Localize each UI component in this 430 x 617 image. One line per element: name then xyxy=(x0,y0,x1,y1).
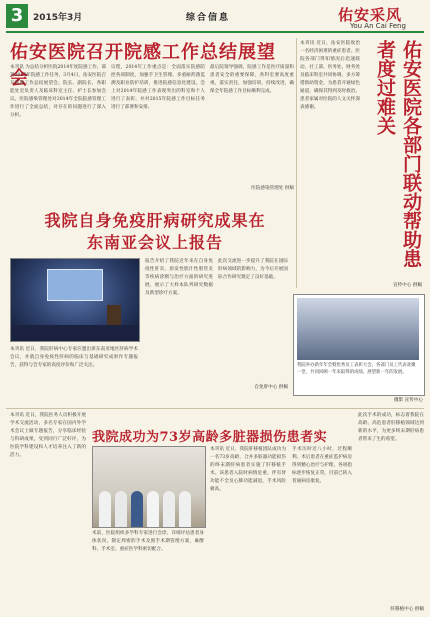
issue-date: 2015年3月 xyxy=(33,13,83,23)
article3-column-1: 术前，医院组织多学科专家进行会诊，详细评估患者身体状况，制定周密的手术及围手术期管理方案，麻醉科、手术室、重症医学科密切配合。 xyxy=(92,531,204,552)
event-photo-credit: 摄影 宣传中心 xyxy=(393,398,423,403)
article1-column-1: 本刊讯 为总结分析医院2014年度院感工作，部署2015年院感工作任务，3月4日，佑安医院召开院感工作总结展望会。院长、副院长、各职能处室负责人及临床科室主任、护士长参加会议。医院感染管理处对2014年全院院感管理工作进行了全面总结，对存在的问题进行了深入分析。 xyxy=(10,65,106,118)
event-photo-box xyxy=(293,294,425,396)
team-member xyxy=(163,491,175,527)
right-article-text: 本刊讯 近日，佑安医院收治一名经济困难的重症患者。医院各部门得知情况后迅速联动，社工部、医务处、财务处及临床科室共同协调，多方筹措救助资金，为患者开通绿色通道，确保其得到及时救治。患者家属对医院的人文关怀深表感谢。 xyxy=(300,41,360,110)
conference-stage xyxy=(11,325,139,341)
right-article-headline: 佑安医院各部门联动帮助患者度过难关 xyxy=(374,40,422,268)
article3-headline: 我院成功为73岁高龄多脏器损伤患者实 xyxy=(92,430,328,445)
team-member xyxy=(131,491,143,527)
section-divider xyxy=(6,408,424,409)
page-number: 3 xyxy=(6,4,28,28)
team-member xyxy=(179,491,191,527)
conference-photo xyxy=(10,258,140,342)
team-member xyxy=(99,491,111,527)
article2-headline: 我院自身免疫肝病研究成果在东南亚会议上报告 xyxy=(44,211,266,252)
team-member xyxy=(115,491,127,527)
article1-column-3: 最后院领导强调，院感工作是医疗质量和患者安全的重要保障，各科室要高度重视，落实责任，加强培训，持续改进，确保全年院感工作目标顺利完成。 xyxy=(210,65,294,94)
article1-headline: 佑安医院召开院感工作总结展望会 xyxy=(10,42,276,89)
article1-byline: 医院感染管理处 供稿 xyxy=(251,186,294,191)
surgery-team-photo xyxy=(92,446,206,528)
right-article-byline: 宣传中心 供稿 xyxy=(392,283,422,288)
conference-podium xyxy=(107,305,121,327)
article2-column-3: 此次交流进一步提升了我院在国际肝病领域的影响力，为今后开展国际合作研究奠定了良好基础。 xyxy=(218,259,288,280)
newspaper-logo: 佑安采风 xyxy=(338,6,403,24)
event-photo xyxy=(297,298,419,360)
article2-column-1: 本刊讯 近日，我院肝病中心专家应邀出席东南亚地区肝病学术会议，并就自身免疫性肝病的临床与基础研究成果作专题报告，获得与会专家的高度评价和广泛关注。 xyxy=(10,347,138,368)
article3-byline: 肝移植中心 供稿 xyxy=(390,607,424,612)
team-member xyxy=(147,491,159,527)
article2-byline: 自免肝中心 供稿 xyxy=(254,385,288,390)
newspaper-logo-english: You An Cai Feng xyxy=(350,22,406,30)
article3-column-2: 本刊讯 近日，我院肝移植团队成功为一名73岁高龄、合并多脏器功能损伤的终末期肝病患者实施了肝移植手术。该患者入院时病情危重，伴有肾功能不全及心肺功能减退，手术风险极高。 xyxy=(210,447,286,492)
lower-left-article-text: 本刊讯 近日，我院医务人员积极开展学术交流活动，多名专家在国内外学术会议上做专题报告，分享临床经验与科研成果，受到同行广泛好评，为医院学科建设和人才培养注入了新的活力。 xyxy=(10,413,86,458)
article3-column-3: 手术历时近八小时，过程顺利。术后患者在重症监护病房得到精心治疗与护理，各项指标逐步恢复正常，目前已转入普通病房康复。 xyxy=(292,447,352,484)
article2-column-2: 报告介绍了我院近年来在自身免疫性肝炎、原发性胆汁性胆管炎等疾病诊断与治疗方面的研究进展，展示了大样本队列研究数据及新型诊疗方案。 xyxy=(145,259,213,296)
conference-screen xyxy=(47,269,103,301)
article1-column-2: 议程，2014年工作重点是：全面落实院感防控各项制度，加强手卫生管理、多重耐药菌监测及职业防护培训，推进院感信息化建设。会上对2014年院感工作表现突出的科室和个人进行了表彰，并对2015年院感工作目标任务进行了部署和安排。 xyxy=(111,65,205,110)
header-rule xyxy=(6,31,424,33)
event-photo-caption: 我院举办新年年会暨优秀员工表彰大会，各部门员工代表欢聚一堂，共同回顾一年来取得的成绩，展望新一年的发展。 xyxy=(297,363,416,375)
section-title: 综合信息 xyxy=(186,13,231,23)
column-divider xyxy=(296,38,297,288)
article3-column-4: 此次手术的成功，标志着我院在高龄、高危患者肝移植领域达到新的水平，为更多终末期肝病患者带来了生的希望。 xyxy=(358,413,424,442)
